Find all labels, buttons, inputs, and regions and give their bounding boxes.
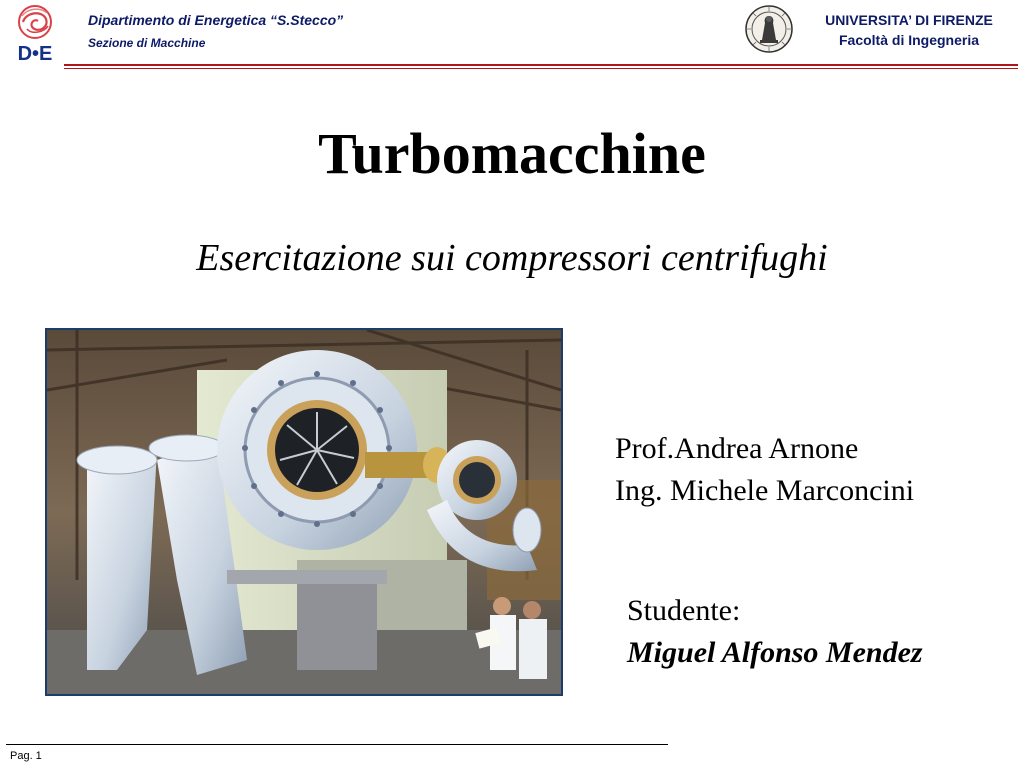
page-number: Pag. 1 bbox=[10, 750, 42, 762]
swirl-icon bbox=[19, 6, 51, 38]
de-logo bbox=[4, 2, 66, 64]
engineer-name: Ing. Michele Marconcini bbox=[615, 474, 915, 507]
header-divider-thin bbox=[64, 68, 1018, 69]
university-seal-icon bbox=[744, 4, 794, 54]
department-section: Sezione di Macchine bbox=[88, 36, 206, 50]
department-name: Dipartimento di Energetica “S.Stecco” bbox=[88, 12, 344, 28]
compressor-photo bbox=[45, 328, 563, 696]
slide-title: Turbomacchine bbox=[318, 121, 706, 186]
professor-name: Prof.Andrea Arnone bbox=[615, 432, 859, 465]
de-logo-text: D•E bbox=[17, 43, 53, 64]
compressor-photo-illustration bbox=[47, 330, 561, 694]
slide-subtitle: Esercitazione sui compressori centrifughi bbox=[196, 237, 828, 279]
student-label: Studente: bbox=[627, 594, 741, 627]
footer-divider bbox=[6, 744, 668, 745]
header-divider bbox=[64, 64, 1018, 66]
university-name: UNIVERSITA’ DI FIRENZE bbox=[825, 12, 993, 28]
student-name: Miguel Alfonso Mendez bbox=[627, 636, 923, 669]
faculty-name: Facoltà di Ingegneria bbox=[838, 32, 980, 48]
